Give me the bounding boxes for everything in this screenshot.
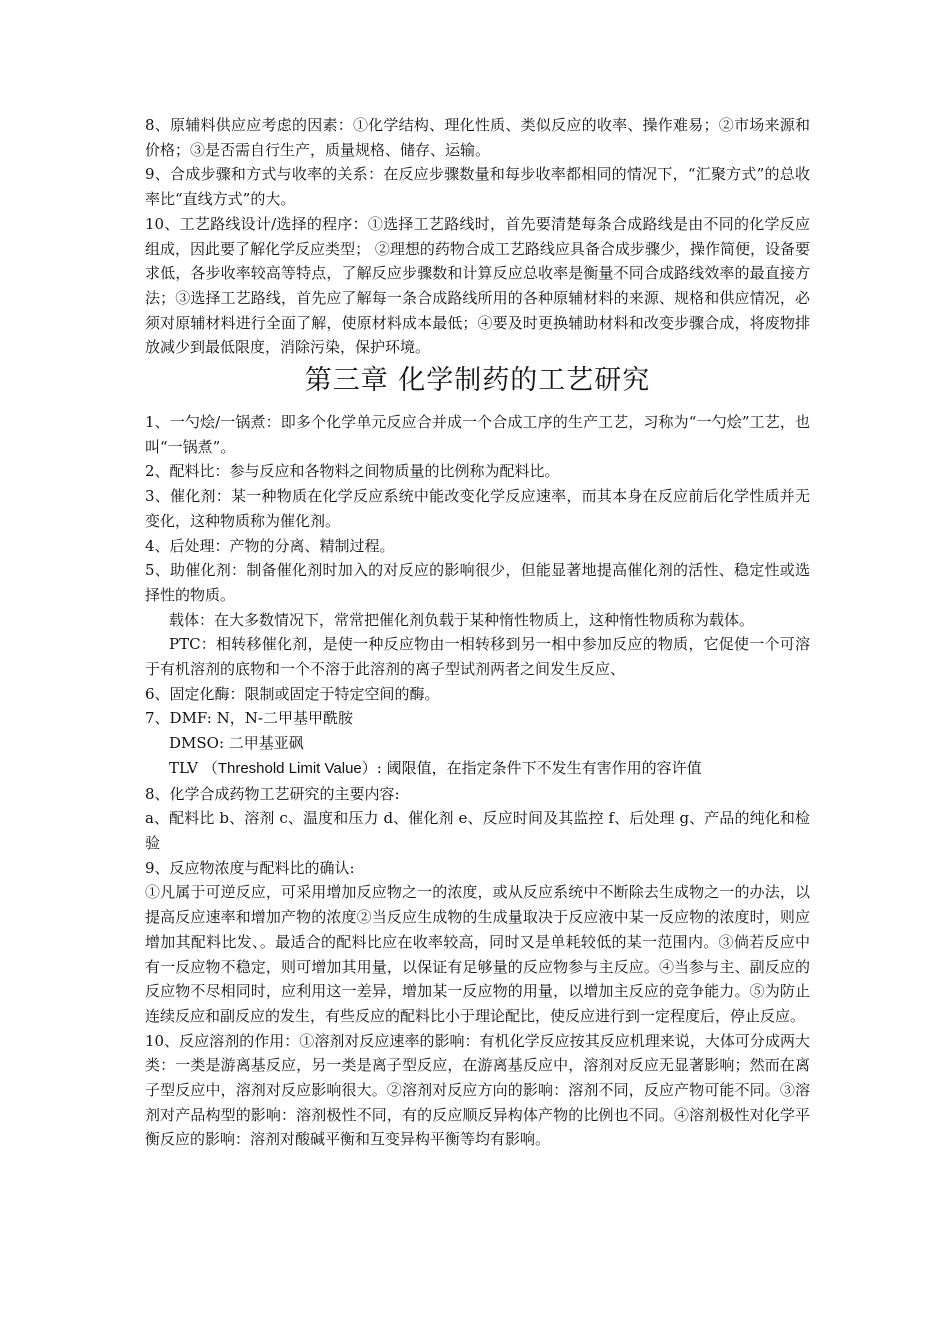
paragraph-tlv	[145, 756, 810, 782]
paragraph-ptc: PTC：相转移催化剂，是使一种反应物由一相转移到另一相中参加反应的物质，它促使一个可溶于有机溶剂的底物和一个不溶于此溶剂的离子型试剂两者之间发生反应、	[145, 635, 810, 679]
paragraph-dmf: 7、DMF: N，N-二甲基甲酰胺	[145, 709, 353, 728]
paragraph-one-pot: 1、一勺烩/一锅煮：即多个化学单元反应合并成一个合成工序的生产工艺，习称为“一勺烩”工艺，也叫“一锅煮”。	[145, 413, 810, 456]
paragraph-catalyst: 3、催化剂：某一种物质在化学反应系统中能改变化学反应速率，而其本身在反应前后化学性质并无变化，这种物质称为催化剂。	[145, 487, 810, 530]
paragraph-carrier: 载体：在大多数情况下，常常把催化剂负载于某种惰性物质上，这种惰性物质称为载体。	[169, 610, 755, 629]
chapter-title: 第三章 化学制药的工艺研究	[304, 365, 651, 397]
paragraph-promoter: 5、助催化剂：制备催化剂时加入的对反应的影响很少，但能显著地提高催化剂的活性、稳定性或选择性的物质。	[145, 561, 810, 604]
tlv-abbr: TLV	[169, 758, 199, 777]
paragraph-synthesis-yield: 9、合成步骤和方式与收率的关系：在反应步骤数量和每步收率都相同的情况下，“汇聚方式”的总收率比“直线方式”的大。	[145, 165, 810, 209]
paragraph-dmso: DMSO: 二甲基亚砜	[169, 734, 304, 753]
paragraph-research-content-detail: a、配料比 b、溶剂 c、温度和压力 d、催化剂 e、反应时间及其监控 f、后处理 g、产品的纯化和检验	[145, 809, 810, 852]
paragraph-immobilized-enzyme: 6、固定化酶：限制或固定于特定空间的酶。	[145, 684, 440, 703]
paragraph-route-selection: 10、工艺路线设计/选择的程序：①选择工艺路线时，首先要清楚每条合成路线是由不同的化学反应组成，因此要了解化学反应类型； ②理想的药物合成工艺路线应具备合成步骤少，操作简便，设备要求低，各步收率较高等特点，了解反应步骤数和计算反应总收率是衡量不同合成路线效率的最直接方法；③选择工艺路线，首先应了解每一条合成路线所用的各种原辅材料的来源、规格和供应情况，必须对原辅材料进行全面了解，使原材料成本最低；④要及时更换辅助材料和改变步骤合成，将废物排放减少到最低限度，消除污染，保护环境。	[145, 214, 810, 357]
paragraph-ratio: 2、配料比：参与反应和各物料之间物质量的比例称为配料比。	[145, 462, 560, 481]
tlv-definition: : 阈限值，在指定条件下不发生有害作用的容许值	[376, 758, 702, 777]
tlv-english: （Threshold Limit Value）	[202, 759, 377, 777]
paragraph-concentration: 9、反应物浓度与配料比的确认:	[145, 858, 355, 877]
document-page	[145, 113, 810, 1152]
paragraph-concentration-detail: ①凡属于可逆反应，可采用增加反应物之一的浓度，或从反应系统中不断除去生成物之一的办法，以提高反应速率和增加产物的浓度②当反应生成物的生成量取决于反应液中某一反应物的浓度时，则应增加其配料比发、。最适合的配料比应在收率较高，同时又是单耗较低的某一范围内。③倘若反应中有一反应物不稳定，则可增加其用量，以保证有足够量的反应物参与主反应。④当参与主、副反应的反应物不尽相同时，应利用这一差异，增加某一反应物的用量，以增加主反应的竞争能力。⑤为防止连续反应和副反应的发生，有些反应的配料比小于理论配比，使反应进行到一定程度后，停止反应。	[145, 883, 810, 1025]
paragraph-post-treatment: 4、后处理：产物的分离、精制过程。	[145, 536, 395, 555]
paragraph-research-content: 8、化学合成药物工艺研究的主要内容:	[145, 784, 400, 803]
paragraph-raw-material-supply: 8、原辅料供应应考虑的因素：①化学结构、理化性质、类似反应的收率、操作难易；②市场来源和价格；③是否需自行生产，质量规格、储存、运输。	[145, 116, 810, 159]
paragraph-solvent: 10、反应溶剂的作用：①溶剂对反应速率的影响：有机化学反应按其反应机理来说，大体可分成两大类：一类是游离基反应，另一类是离子型反应，在游离基反应中，溶剂对反应无显著影响；然而在离子型反应中，溶剂对反应影响很大。②溶剂对反应方向的影响：溶剂不同，反应产物可能不同。③溶剂对产品构型的影响：溶剂极性不同，有的反应顺反异构体产物的比例也不同。④溶剂极性对化学平衡反应的影响：溶剂对酸碱平衡和互变异构平衡等均有影响。	[145, 1031, 810, 1149]
